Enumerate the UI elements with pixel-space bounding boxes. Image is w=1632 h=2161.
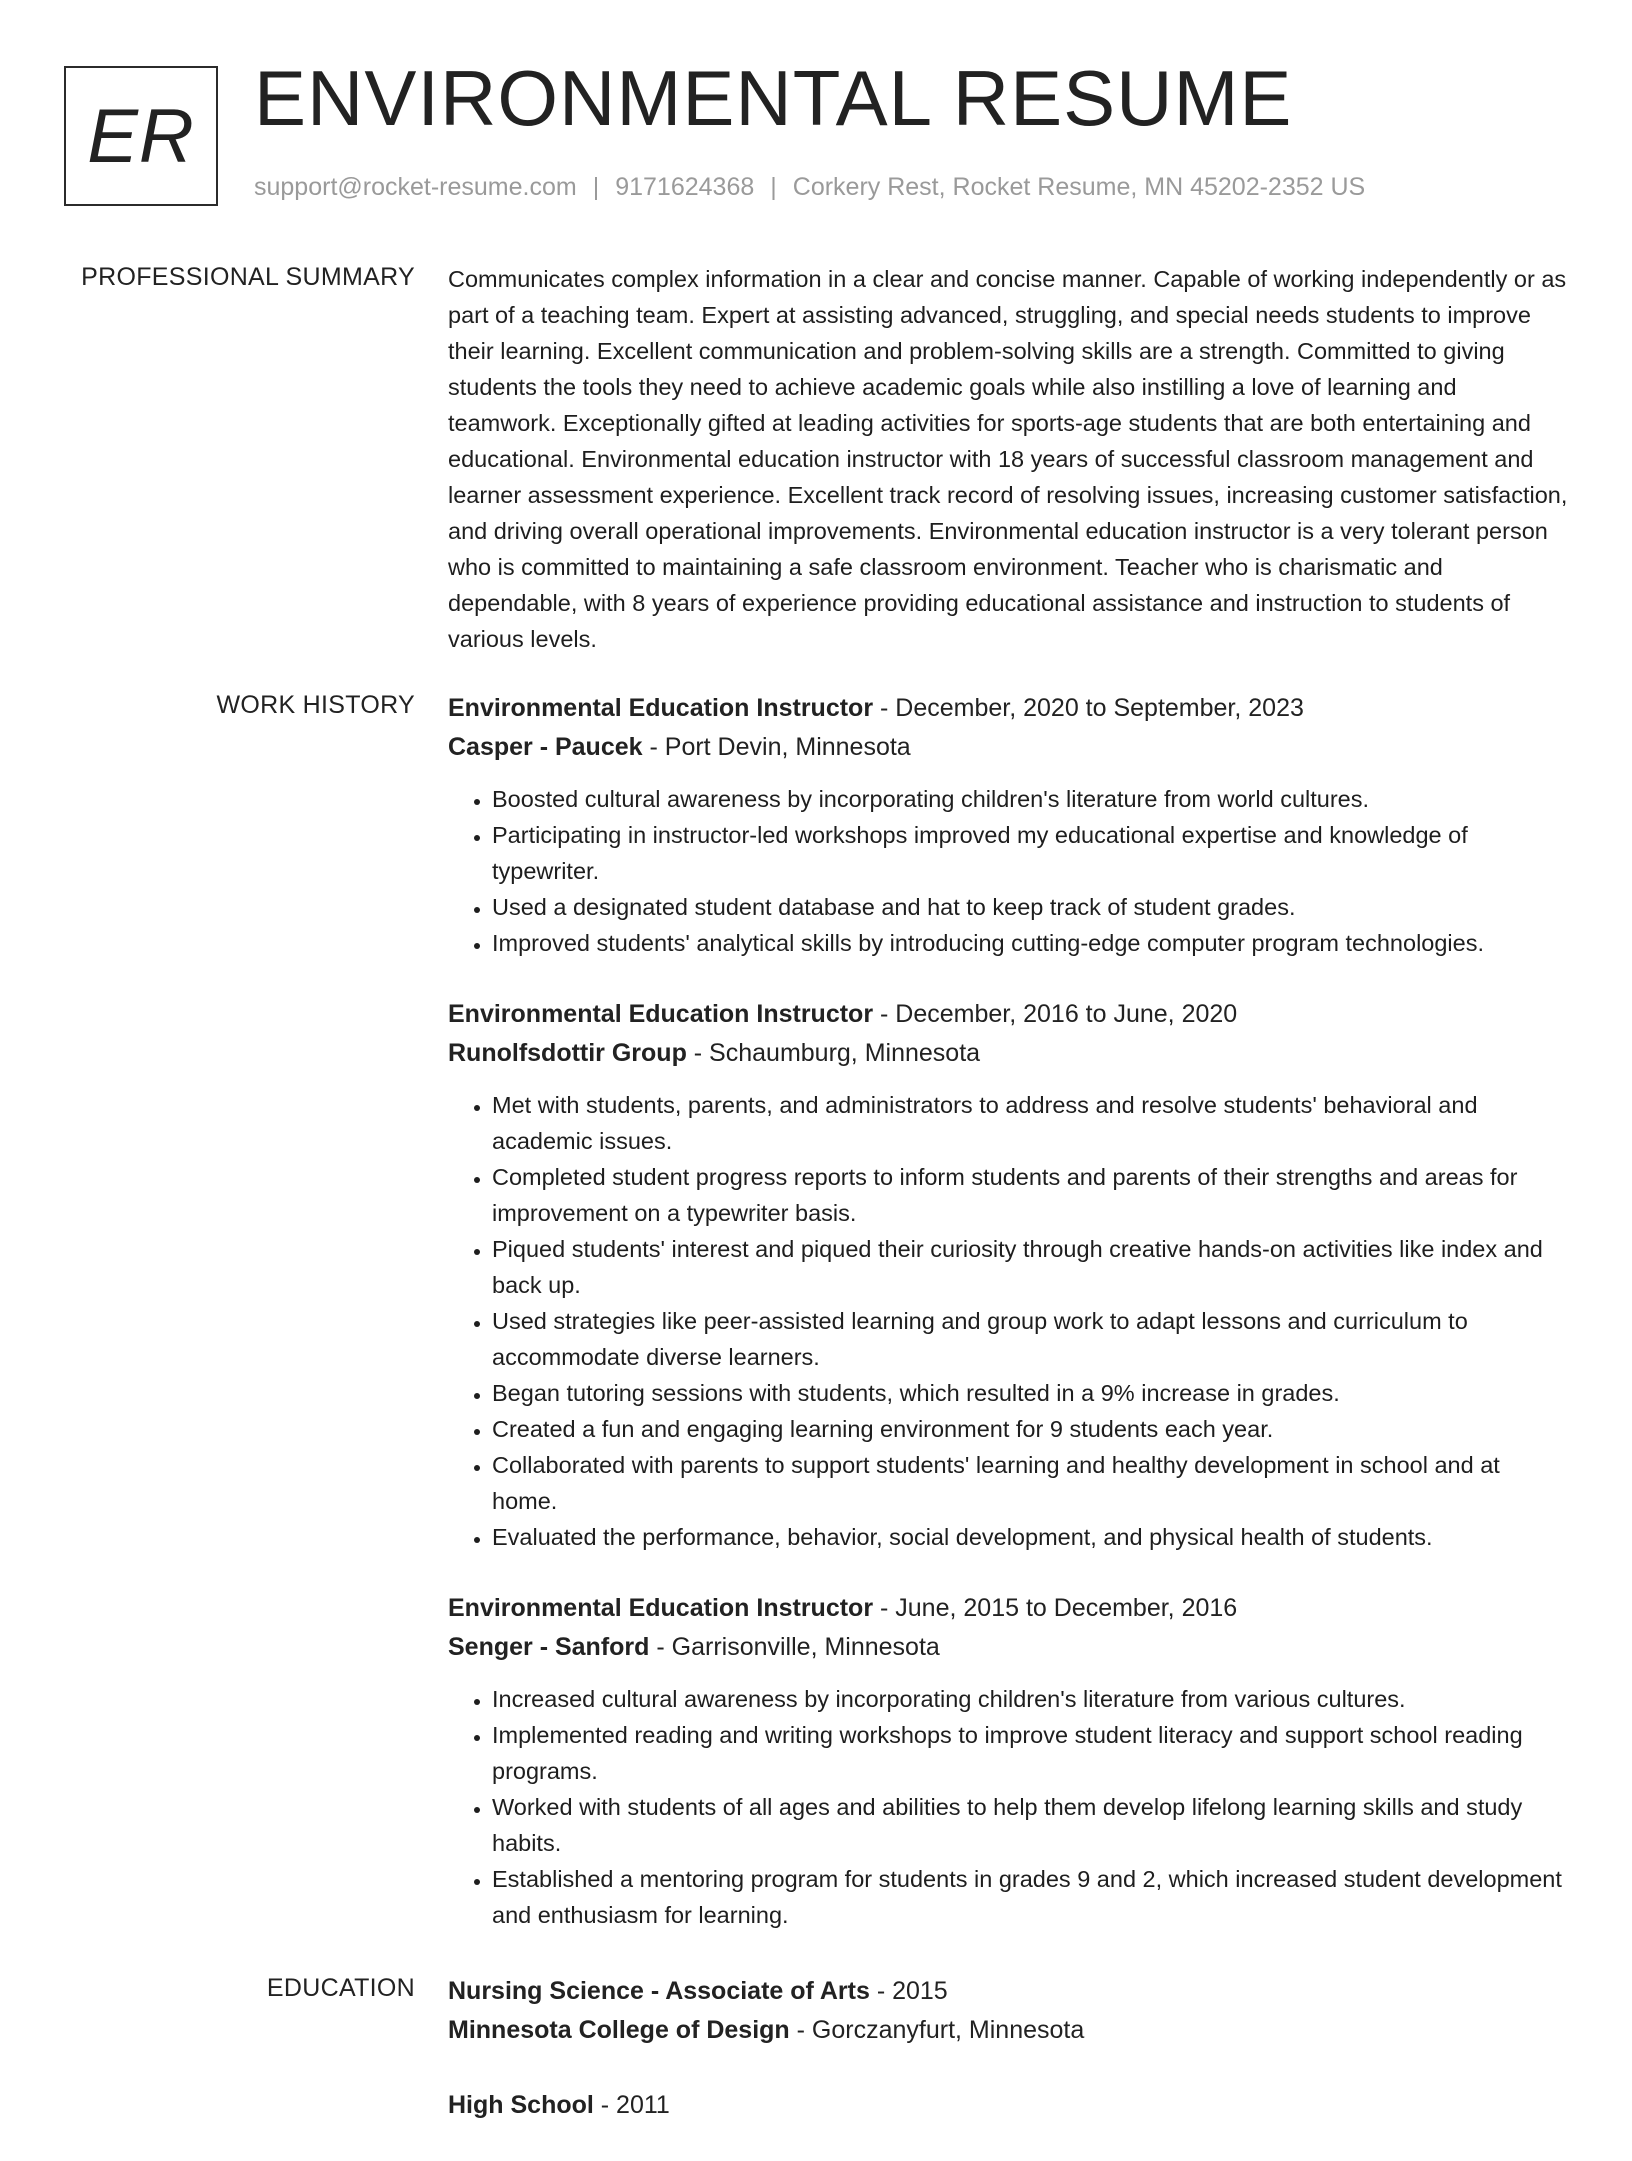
list-item: • Increased cultural awareness by incorporating children's literature from various cultures. [492, 1681, 1570, 1717]
list-item: • Improved students' analytical skills by introducing cutting-edge computer program technologies. [492, 925, 1570, 961]
job-title-line [448, 995, 1570, 1034]
education-location: - Gorczanyfurt, Minnesota [789, 2016, 1085, 2044]
education-degree-line [448, 1972, 1570, 2011]
job-dates: - December, 2016 to June, 2020 [873, 1000, 1238, 1028]
job-bullets [448, 781, 1570, 961]
contact-line [254, 173, 1365, 202]
monogram-logo: ER [64, 66, 218, 206]
education-school-line [448, 2011, 1570, 2050]
job-company-line [448, 728, 1570, 767]
job-bullets [448, 1681, 1570, 1933]
job-company: Senger - Sanford [448, 1633, 650, 1661]
section-label-summary: PROFESSIONAL SUMMARY [81, 263, 415, 291]
job-location: - Port Devin, Minnesota [642, 733, 911, 761]
section-label-education: EDUCATION [266, 1974, 415, 2002]
education-year: - 2011 [593, 2091, 670, 2119]
list-item: • Piqued students' interest and piqued their curiosity through creative hands-on activities like index and back up. [492, 1231, 1570, 1303]
list-item: • Worked with students of all ages and abilities to help them develop lifelong learning skills and study habits. [492, 1789, 1570, 1861]
contact-phone: 9171624368 [615, 173, 755, 201]
job-title-line [448, 689, 1570, 728]
list-item: • Created a fun and engaging learning environment for 9 students each year. [492, 1411, 1570, 1447]
job-bullets [448, 1087, 1570, 1555]
resume-title: ENVIRONMENTAL RESUME [254, 54, 1293, 142]
job-title-line [448, 1589, 1570, 1628]
education-degree: High School [448, 2091, 594, 2119]
job-company: Casper - Paucek [448, 733, 643, 761]
list-item: • Boosted cultural awareness by incorporating children's literature from world cultures. [492, 781, 1570, 817]
education-degree: Nursing Science - Associate of Arts [448, 1977, 870, 2005]
list-item: • Evaluated the performance, behavior, social development, and physical health of students. [492, 1519, 1570, 1555]
job-company: Runolfsdottir Group [448, 1039, 687, 1067]
job-company-line [448, 1628, 1570, 1667]
job-location: - Schaumburg, Minnesota [686, 1039, 981, 1067]
list-item: • Met with students, parents, and administrators to address and resolve students' behavioral and academic issues. [492, 1087, 1570, 1159]
job-location: - Garrisonville, Minnesota [649, 1633, 940, 1661]
education-school: Minnesota College of Design [448, 2016, 790, 2044]
list-item: • Collaborated with parents to support students' learning and healthy development in school and at home. [492, 1447, 1570, 1519]
education-degree-line [448, 2086, 1570, 2125]
work-history-body [448, 689, 1570, 1967]
list-item: • Established a mentoring program for students in grades 9 and 2, which increased student development and enthusiasm for learning. [492, 1861, 1570, 1933]
job-title: Environmental Education Instructor [448, 1000, 874, 1028]
summary-body [448, 261, 1570, 657]
job-title: Environmental Education Instructor [448, 694, 874, 722]
job-dates: - June, 2015 to December, 2016 [873, 1594, 1238, 1622]
contact-separator: | [592, 173, 600, 201]
education-entry [448, 1972, 1570, 2050]
list-item: • Began tutoring sessions with students, which resulted in a 9% increase in grades. [492, 1375, 1570, 1411]
job-entry [448, 689, 1570, 961]
section-label-work-history: WORK HISTORY [216, 691, 415, 719]
education-year: - 2015 [869, 1977, 948, 2005]
education-body [448, 1972, 1570, 2161]
list-item: • Completed student progress reports to inform students and parents of their strengths and areas for improvement on a typewriter basis. [492, 1159, 1570, 1231]
list-item: • Used strategies like peer-assisted learning and group work to adapt lessons and curriculum to accommodate diverse learners. [492, 1303, 1570, 1375]
job-company-line [448, 1034, 1570, 1073]
education-entry [448, 2086, 1570, 2125]
list-item: • Participating in instructor-led workshops improved my educational expertise and knowledge of typewriter. [492, 817, 1570, 889]
job-dates: - December, 2020 to September, 2023 [873, 694, 1304, 722]
contact-address: Corkery Rest, Rocket Resume, MN 45202-2352 US [792, 173, 1366, 201]
job-entry [448, 995, 1570, 1555]
job-entry [448, 1589, 1570, 1933]
job-title: Environmental Education Instructor [448, 1594, 874, 1622]
contact-separator: | [770, 173, 777, 201]
list-item: • Used a designated student database and hat to keep track of student grades. [492, 889, 1570, 925]
summary-text: Communicates complex information in a clear and concise manner. Capable of working independently or as part of a teaching team. Expert at assisting advanced, struggling, and special needs students to improve their learning. Excellent communication and problem-solving skills are a strength. Committed to giving students the tools they need to achieve academic goals while also instilling a love of learning and teamwork. Exceptionally gifted at leading activities for sports-age students that are both entertaining and educational. Environmental education instructor with 18 years of successful classroom management and learner assessment experience. Excellent track record of resolving issues, increasing customer satisfaction, and driving overall operational improvements. Environmental education instructor is a very tolerant person who is committed to maintaining a safe classroom environment. Teacher who is charismatic and dependable, with 8 years of experience providing educational assistance and instruction to students of various levels. [448, 266, 1568, 652]
contact-email: support@rocket-resume.com [254, 173, 577, 201]
list-item: • Implemented reading and writing workshops to improve student literacy and support school reading programs. [492, 1717, 1570, 1789]
